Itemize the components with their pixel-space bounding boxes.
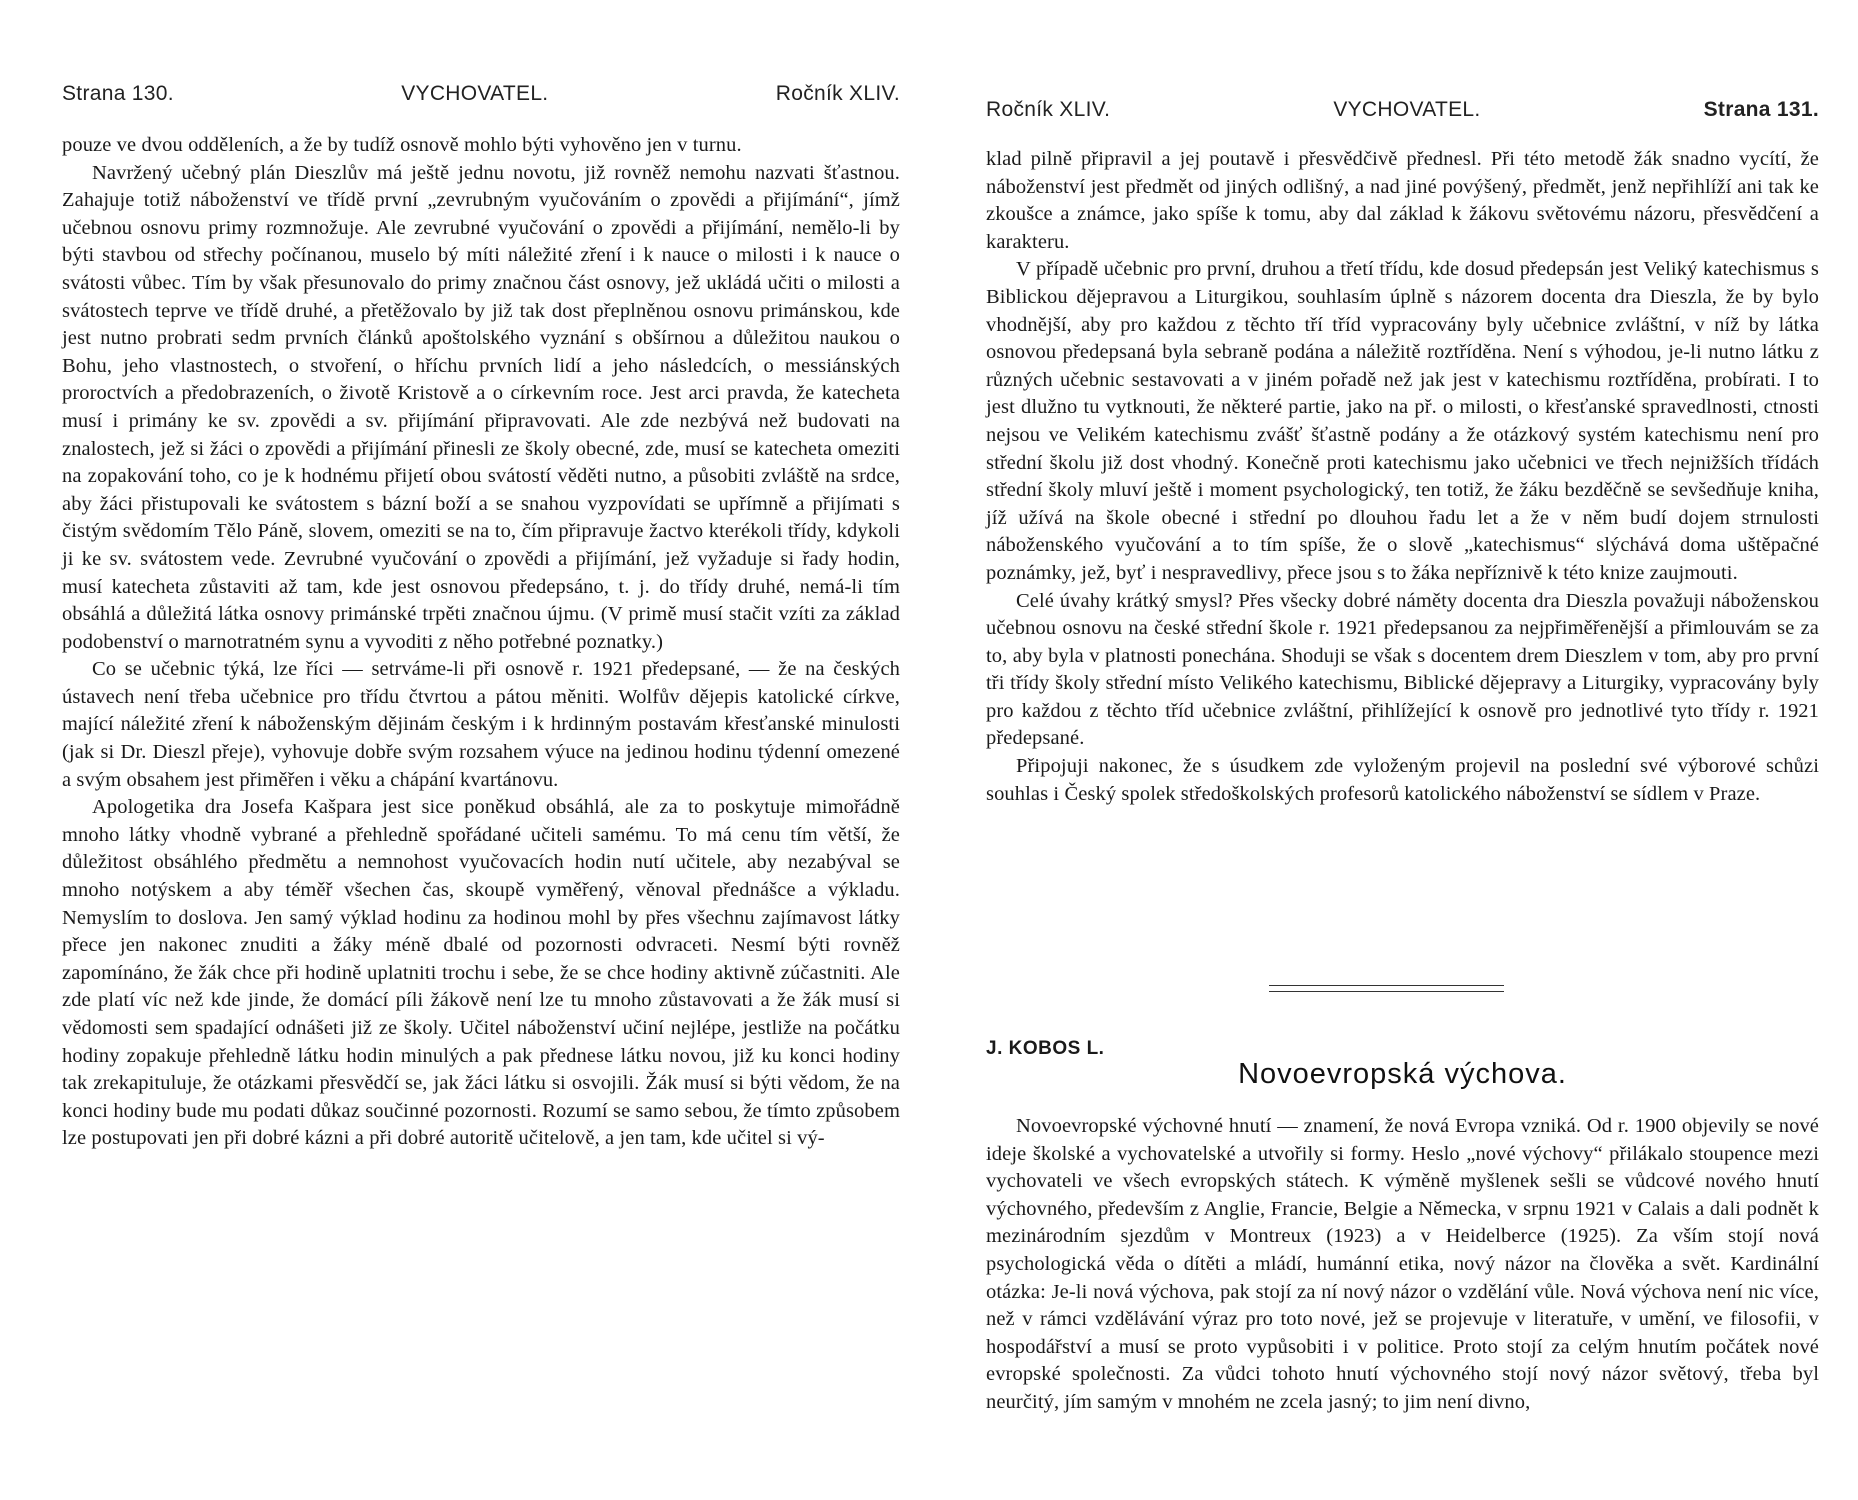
left-page-header [62,82,900,106]
left-page-body [62,132,900,1153]
paragraph: Celé úvahy krátký smysl? Přes všecky dobré náměty docenta dra Dieszla považuji náboženskou učebnou osnovu na české střední škole r. 1921 předepsanou za nejpřiměřenější a přimlouvám se za to, aby byla v platnosti ponechána. Shoduji se však s docentem drem Dieszlem v tom, aby pro první tři třídy školy střední místo Velikého katechismu, Biblické dějepravy a Liturgiky, vypracovány byly pro každou z těchto tříd učebnice zvláštní, přihlížející k osnově pro jednotlivé tyto třídy r. 1921 předepsané. [986,589,1819,750]
right-page-body [986,146,1819,808]
paragraph: Navržený učebný plán Dieszlův má ještě jednu novotu, již rovněž nemohu nazvati šťastnou. Zahajuje totiž náboženství ve třídě první „zevrubným vyučováním o zpovědi a přijímání“, jímž učebnou osnovu primy rozmnožuje. Ale zevrubné vyučování o zpovědi a přijímání, nemělo-li by býti stavbou od střechy počínanou, muselo bý míti náležité zření i k nauce o milosti i k nauce o svátosti vůbec. Tím by však přesunovalo do primy značnou část osnovy, jež ukládá učiti o milosti a svátostech teprve ve třídě druhé, a přetěžovalo by již tak dost přeplněnou osnovu primánskou, kde jest nutno probrati sedm prvních článků apoštolského vyznání s obšírnou a důležitou naukou o Bohu, jeho vlastnostech, o stvoření, o hříchu prvních lidí a jeho následcích, o messiánských proroctvích a předobrazeních, o životě Kristově a o církevním roce. Jest arci pravda, že katecheta musí i primány ke sv. zpovědi a sv. přijímání připravovati. Ale zde nezbývá než budovati na znalostech, jež si žáci o zpovědi a přijímání přinesli ze školy obecné, zde, musí se katecheta omeziti na zopakování toho, co je k hodnému přijetí obou svátostí věděti nutno, a působiti zvláště na srdce, aby žáci přistupovali ke svátostem s bázní boží a se snahou vyzpovídati se upřímně a přijímati s čistým svědomím Tělo Páně, slovem, omeziti se na to, čím připravuje žactvo kterékoli třídy, kdykoli ji ke sv. svátostem vede. Zevrubné vyučování o zpovědi a přijímání, jež vyžaduje si řady hodin, musí katecheta zůstaviti až tam, kde jest osnovou předepsáno, t. j. do třídy druhé, nemá-li tím obsáhlá a důležitá látka osnovy primánské trpěti značnou újmu. (V primě musí stačit vzíti za základ podobenství o marnotratném synu a vyvoditi z něho potřebné poznatky.) [62,161,900,653]
paragraph: klad pilně připravil a jej poutavě i přesvědčivě přednesl. Při této metodě žák snadno vycítí, že náboženství jest předmět od jiných odlišný, a nad jiné povýšený, předmět, jenž nepřihlíží ani tak ke zkoušce a známce, jako spíše k tomu, aby dal základ k žákovu světovému názoru, přesvědčení a karakteru. [986,148,1819,253]
paragraph: V případě učebnic pro první, druhou a třetí třídu, kde dosud předepsán jest Veliký katechismus s Biblickou dějepravou a Liturgikou, souhlasím úplně s názorem docenta dra Dieszla, že by bylo vhodnější, aby pro každou z těchto tří tříd vypracovány byly učebnice zvláštní, v níž by látka osnovou předepsaná byla sebraně podána a náležitě roztříděna. Není s výhodou, je-li nutno látku z různých učebnic sestavovati a v jiném pořadě než jak jest v katechismu roztříděna, probírati. I to jest dlužno tu vytknouti, že některé partie, jako na př. o milosti, o křesťanské spravedlnosti, ctnosti nejsou ve Velikém katechismu zvášť šťastně podány a že otázkový systém katechismu není pro střední školu již dost vhodný. Konečně proti katechismu jako učebnici ve třech nejnižších třídách střední školy mluví ještě i moment psychologický, ten totiž, že žáku bezděčně se sevšedňuje kniha, jíž užívá na škole obecné i střední po dlouhou řadu let a že v něm budí dojem strnulosti náboženského vyučování a to tím spíše, že o slově „katechismus“ slýchává doma uštěpačné poznámky, jež, byť i nespravedlivy, přece jsou s to žáka nepříznivě k této knize zaujmouti. [986,258,1819,584]
paragraph: Co se učebnic týká, lze říci — setrváme-li při osnově r. 1921 předepsané, — že na českých ústavech není třeba učebnice pro třídu čtvrtou a pátou měniti. Wolfův dějepis katolické církve, mající náležité zření k náboženským dějinám českým i k hrdinným postavám křesťanské minulosti (jak si Dr. Dieszl přeje), vyhovuje dobře svým rozsahem výuce na jedinou hodinu týdenní omezené a svým obsahem jest přiměřen i věku a chápání kvartánovu. [62,658,900,791]
right-page-header [986,98,1819,122]
article-author: J. KOBOS L. [986,1038,1105,1059]
article-title: Novoevropská výchova. [1238,1058,1567,1090]
article-body [986,1113,1819,1417]
journal-title: VYCHOVATEL. [401,82,549,105]
section-divider [1269,985,1504,992]
paragraph: Apologetika dra Josefa Kašpara jest sice poněkud obsáhlá, ale za to poskytuje mimořádně mnoho látky vhodně vybrané a přehledně spořádané učiteli samému. To má cenu tím větší, že důležitost obsáhlého předmětu a nemnohost vyučovacích hodin nutí učitele, aby nezabýval se mnoho notýskem a aby téměř všechen čas, skoupě vyměřený, věnoval přednášce a výkladu. Nemyslím to doslova. Jen samý výklad hodinu za hodinou mohl by přes všechnu zajímavost látky přece jen nakonec znuditi a žáky méně dbalé od pozornosti odvraceti. Nesmí býti rovněž zapomínáno, že žák chce při hodině uplatniti trochu i sebe, že se chce hodiny aktivně zúčastniti. Ale zde platí víc než kde jinde, že domácí píli žákově není lze tu mnoho zůstavovati a že žák musí si vědomosti sem spadající odnášeti již ze školy. Učitel náboženství učiní nejlépe, jestliže na počátku hodiny zopakuje přehledně látku hodin minulých a pak přednese látku novou, již ku konci hodiny tak zrekapituluje, že otázkami přesvědčí se, jak žáci látku si osvojili. Žák musí si býti vědom, že na konci hodiny bude mu podati důkaz součinné pozornosti. Rozumí se samo sebou, že tímto způsobem lze postupovati jen při dobré kázni a při dobré autoritě učitelově, a jen tam, kde učitel si vý- [62,796,900,1150]
volume-number: Ročník XLIV. [775,82,900,105]
paragraph: Připojuji nakonec, že s úsudkem zde vyloženým projevil na poslední své výborové schůzi souhlas i Český spolek středoškolských profesorů katolického náboženství se sídlem v Praze. [986,755,1819,805]
journal-title: VYCHOVATEL. [1333,98,1481,121]
paragraph: Novoevropské výchovné hnutí — znamení, že nová Evropa vzniká. Od r. 1900 objevily se nové ideje školské a vychovatelské a utvořily si formy. Heslo „nové výchovy“ přilákalo stoupence mezi vychovateli ve všech evropských státech. K výměně myšlenek sešli se vůdcové nového hnutí výchovného, především z Anglie, Francie, Belgie a Německa, v srpnu 1921 v Calais a dali podnět k mezinárodním sjezdům v Montreux (1923) a v Heidelberce (1925). Za vším stojí nová psychologická věda o dítěti a mládí, humánní etika, nový názor na člověka a svět. Kardinální otázka: Je-li nová výchova, pak stojí za ní nový názor o vzdělání vůle. Nová výchova není nic více, než v rámci vzdělávání výraz pro toto nové, jež se projevuje v literatuře, v umění, ve filosofii, v hospodářství a musí se proto vypůsobiti i v politice. Proto stojí za celým hnutím počátek nové evropské společnosti. Za vůdci tohoto hnutí výchovného stojí nový názor světový, třeba byl neurčitý, jím samým v mnohém ne zcela jasný; to jim není divno, [986,1115,1819,1413]
volume-number: Ročník XLIV. [986,98,1111,121]
paragraph: pouze ve dvou odděleních, a že by tudíž osnově mohlo býti vyhověno jen v turnu. [62,134,742,156]
page-number: Strana 130. [62,82,174,105]
page-number: Strana 131. [1703,98,1819,121]
